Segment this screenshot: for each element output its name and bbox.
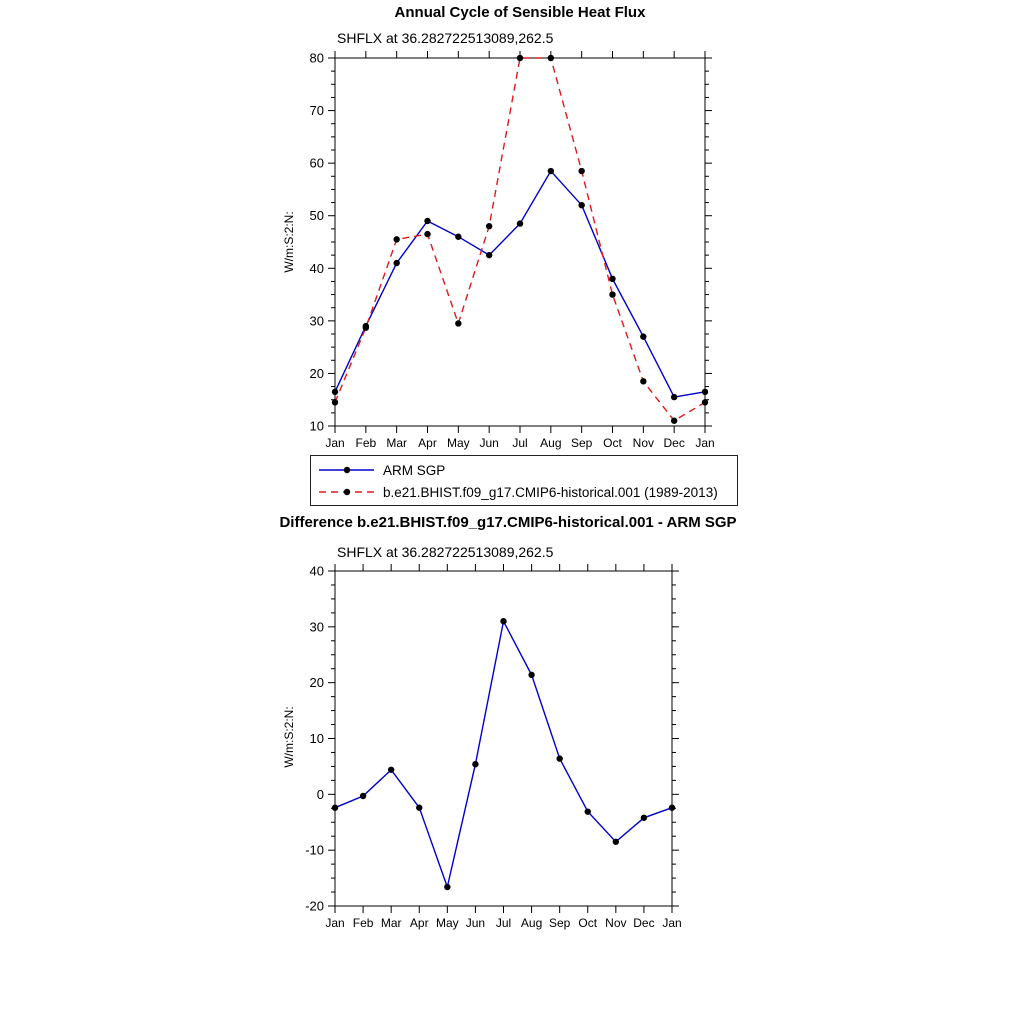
difference-title: Difference b.e21.BHIST.f09_g17.CMIP6-historical.001 - ARM SGP bbox=[279, 514, 737, 531]
svg-text:-10: -10 bbox=[305, 842, 324, 858]
svg-text:0: 0 bbox=[316, 786, 324, 802]
svg-text:Sep: Sep bbox=[570, 436, 593, 450]
legend-label-arm-sgp: ARM SGP bbox=[383, 462, 446, 478]
svg-text:Jun: Jun bbox=[465, 916, 486, 930]
svg-text:70: 70 bbox=[309, 103, 324, 119]
svg-text:Jul: Jul bbox=[512, 436, 528, 450]
difference-y-axis-label: W/m:S:2:N: bbox=[282, 706, 296, 768]
svg-text:Aug: Aug bbox=[540, 436, 562, 450]
legend-line-sample-dashed bbox=[317, 484, 377, 500]
difference-plot bbox=[260, 563, 712, 941]
legend-line-sample-solid bbox=[317, 462, 377, 478]
svg-text:10: 10 bbox=[309, 418, 324, 434]
svg-text:10: 10 bbox=[309, 731, 324, 746]
svg-text:Jun: Jun bbox=[479, 436, 499, 450]
svg-text:Nov: Nov bbox=[632, 436, 655, 450]
svg-text:Jul: Jul bbox=[495, 916, 512, 930]
svg-text:Apr: Apr bbox=[409, 916, 429, 930]
svg-text:Nov: Nov bbox=[605, 916, 627, 930]
svg-text:Dec: Dec bbox=[663, 436, 685, 450]
svg-text:Jan: Jan bbox=[325, 916, 345, 930]
annual-cycle-plot bbox=[260, 50, 745, 461]
svg-text:Oct: Oct bbox=[578, 916, 598, 930]
svg-text:May: May bbox=[446, 436, 470, 450]
svg-text:May: May bbox=[435, 916, 459, 930]
svg-text:Oct: Oct bbox=[603, 436, 622, 450]
svg-text:Dec: Dec bbox=[633, 916, 655, 930]
annual-cycle-subtitle: SHFLX at 36.282722513089,262.5 bbox=[337, 30, 554, 46]
svg-text:20: 20 bbox=[309, 365, 324, 381]
annual-cycle-y-axis-label: W/m:S:2:N: bbox=[282, 211, 296, 273]
svg-text:Mar: Mar bbox=[386, 436, 408, 450]
svg-text:Feb: Feb bbox=[352, 916, 374, 930]
svg-text:Apr: Apr bbox=[418, 436, 437, 450]
svg-text:-20: -20 bbox=[305, 898, 324, 914]
svg-text:Jan: Jan bbox=[325, 436, 345, 450]
svg-text:40: 40 bbox=[309, 563, 324, 579]
svg-text:80: 80 bbox=[309, 50, 324, 66]
svg-text:40: 40 bbox=[309, 260, 324, 276]
svg-text:50: 50 bbox=[309, 208, 324, 224]
legend-item-model bbox=[317, 481, 737, 503]
legend-item-arm-sgp bbox=[317, 459, 737, 481]
svg-text:30: 30 bbox=[309, 313, 324, 329]
legend-box bbox=[310, 455, 738, 506]
svg-text:Feb: Feb bbox=[355, 436, 377, 450]
annual-cycle-title: Annual Cycle of Sensible Heat Flux bbox=[394, 4, 646, 21]
svg-text:20: 20 bbox=[309, 675, 324, 691]
svg-text:60: 60 bbox=[309, 155, 324, 171]
svg-text:Jan: Jan bbox=[662, 916, 682, 930]
svg-text:Sep: Sep bbox=[548, 916, 571, 930]
svg-text:Aug: Aug bbox=[520, 916, 543, 930]
difference-subtitle: SHFLX at 36.282722513089,262.5 bbox=[337, 544, 554, 560]
svg-text:30: 30 bbox=[309, 619, 324, 635]
svg-text:Jan: Jan bbox=[695, 436, 715, 450]
legend-label-model: b.e21.BHIST.f09_g17.CMIP6-historical.001 (1989-2013) bbox=[383, 484, 718, 500]
svg-text:Mar: Mar bbox=[380, 916, 402, 930]
